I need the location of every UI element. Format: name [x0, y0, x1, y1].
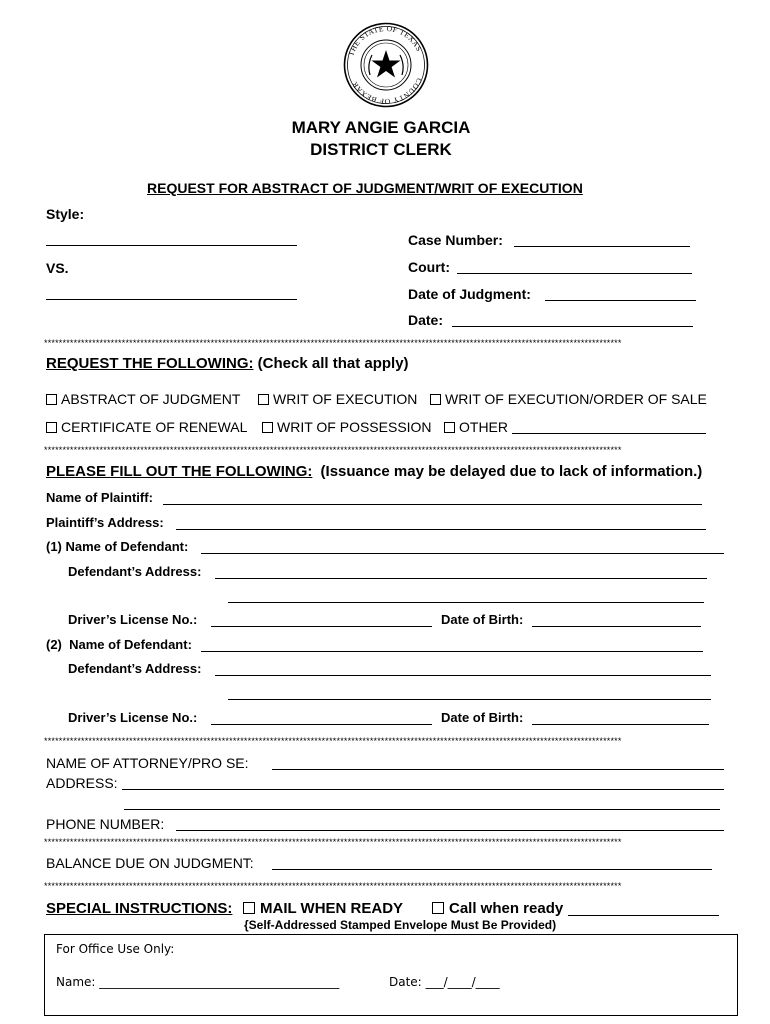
style-label: Style:: [46, 206, 85, 222]
svg-text:THE STATE OF TEXAS: [346, 24, 423, 57]
checkbox-icon[interactable]: [258, 394, 269, 405]
separator-2: ************************************************************************************************************************************************************: [44, 446, 622, 454]
defendant1-dob-line[interactable]: [532, 626, 701, 627]
defendant1-address-line2[interactable]: [228, 602, 704, 603]
defendant1-name-label: (1) Name of Defendant:: [46, 539, 189, 554]
request-heading: REQUEST THE FOLLOWING:: [46, 355, 254, 372]
date-line[interactable]: [452, 326, 693, 327]
defendant2-address-label: Defendant’s Address:: [68, 661, 202, 676]
other-line[interactable]: [512, 433, 706, 434]
style-party2-line[interactable]: [46, 299, 297, 300]
option-label: WRIT OF POSSESSION: [277, 419, 432, 435]
clerk-title: DISTRICT CLERK: [310, 140, 452, 159]
attorney-address-label: ADDRESS:: [46, 775, 118, 791]
option-certificate-renewal[interactable]: [46, 419, 247, 435]
request-heading-row: [46, 355, 409, 372]
plaintiff-address-label: Plaintiff’s Address:: [46, 515, 164, 530]
defendant2-dob-line[interactable]: [532, 724, 709, 725]
mail-when-ready-option[interactable]: [243, 900, 403, 917]
option-label: OTHER: [459, 419, 508, 435]
call-when-ready-line[interactable]: [568, 915, 719, 916]
checkbox-icon[interactable]: [432, 902, 444, 914]
seal-graphic: [343, 22, 429, 108]
office-name-row: [56, 975, 339, 989]
phone-number-label: PHONE NUMBER:: [46, 816, 165, 832]
office-name-label: Name:: [56, 975, 96, 989]
fill-heading: PLEASE FILL OUT THE FOLLOWING:: [46, 463, 313, 480]
special-instructions-label: SPECIAL INSTRUCTIONS:: [46, 900, 233, 917]
date-of-judgment-label: Date of Judgment:: [408, 286, 531, 302]
date-label: Date:: [408, 312, 444, 328]
fill-heading-row: [46, 463, 702, 480]
option-label: WRIT OF EXECUTION/ORDER OF SALE: [445, 391, 707, 407]
option-other[interactable]: [444, 419, 508, 435]
separator-5: ************************************************************************************************************************************************************: [44, 882, 622, 890]
attorney-address-line[interactable]: [122, 789, 724, 790]
checkbox-icon[interactable]: [444, 422, 455, 433]
defendant1-dl-label: Driver’s License No.:: [68, 612, 198, 627]
office-date-row: [389, 975, 500, 989]
date-of-judgment-line[interactable]: [545, 300, 696, 301]
defendant2-name-line[interactable]: [201, 651, 703, 652]
option-label: WRIT OF EXECUTION: [273, 391, 418, 407]
option-writ-order-sale[interactable]: [430, 391, 707, 407]
vs-label: VS.: [46, 260, 69, 276]
phone-number-line[interactable]: [176, 830, 724, 831]
defendant1-dob-label: Date of Birth:: [441, 612, 524, 627]
option-label: CERTIFICATE OF RENEWAL: [61, 419, 248, 435]
attorney-name-label: NAME OF ATTORNEY/PRO SE:: [46, 755, 249, 771]
balance-line[interactable]: [272, 869, 712, 870]
envelope-note: {Self-Addressed Stamped Envelope Must Be Provided): [244, 918, 557, 932]
balance-label: BALANCE DUE ON JUDGMENT:: [46, 855, 254, 871]
case-number-label: Case Number:: [408, 232, 503, 248]
separator-4: ************************************************************************************************************************************************************: [44, 838, 622, 846]
fill-heading-note: (Issuance may be delayed due to lack of information.): [320, 463, 703, 480]
office-use-title: For Office Use Only:: [56, 942, 175, 956]
option-abstract[interactable]: [46, 391, 240, 407]
style-party1-line[interactable]: [46, 245, 297, 246]
office-date-blank[interactable]: ___/____/____: [425, 975, 500, 989]
form-title: REQUEST FOR ABSTRACT OF JUDGMENT/WRIT OF EXECUTION: [147, 180, 583, 196]
defendant1-dl-line[interactable]: [211, 626, 432, 627]
defendant2-address-line2[interactable]: [228, 699, 711, 700]
option-writ-possession[interactable]: [262, 419, 432, 435]
plaintiff-name-line[interactable]: [163, 504, 702, 505]
attorney-address-line2[interactable]: [124, 809, 720, 810]
defendant2-address-line[interactable]: [215, 675, 711, 676]
defendant2-dl-line[interactable]: [211, 724, 432, 725]
checkbox-icon[interactable]: [243, 902, 255, 914]
defendant1-address-label: Defendant’s Address:: [68, 564, 202, 579]
attorney-name-line[interactable]: [272, 769, 724, 770]
svg-text:COUNTY OF BEXAR: [350, 77, 424, 106]
defendant2-dl-label: Driver’s License No.:: [68, 710, 198, 725]
option-label: ABSTRACT OF JUDGMENT: [61, 391, 241, 407]
plaintiff-address-line[interactable]: [176, 529, 706, 530]
office-date-label: Date:: [389, 975, 422, 989]
option-writ-execution[interactable]: [258, 391, 417, 407]
court-line[interactable]: [457, 273, 692, 274]
star-icon: [372, 50, 401, 78]
call-when-ready-option[interactable]: [432, 900, 563, 917]
defendant2-name-label: (2) Name of Defendant:: [46, 637, 192, 652]
plaintiff-name-label: Name of Plaintiff:: [46, 490, 153, 505]
separator-1: ************************************************************************************************************************************************************: [44, 339, 622, 347]
seal-outer-text: THE STATE OF TEXAS: [346, 23, 424, 58]
case-number-line[interactable]: [514, 246, 690, 247]
seal-inner-text: COUNTY OF BEXAR: [349, 76, 425, 107]
defendant2-dob-label: Date of Birth:: [441, 710, 524, 725]
checkbox-icon[interactable]: [46, 422, 57, 433]
court-label: Court:: [408, 259, 450, 275]
defendant1-name-line[interactable]: [201, 553, 724, 554]
checkbox-icon[interactable]: [46, 394, 57, 405]
mail-when-ready-label: MAIL WHEN READY: [260, 900, 404, 917]
county-seal: [343, 22, 429, 108]
checkbox-icon[interactable]: [430, 394, 441, 405]
separator-3: ************************************************************************************************************************************************************: [44, 737, 622, 745]
checkbox-icon[interactable]: [262, 422, 273, 433]
office-name-blank[interactable]: ________________________________________: [99, 975, 340, 989]
clerk-name: MARY ANGIE GARCIA: [291, 118, 471, 137]
defendant1-address-line[interactable]: [215, 578, 707, 579]
call-when-ready-label: Call when ready: [449, 900, 564, 917]
request-heading-note: (Check all that apply): [257, 355, 409, 372]
office-use-box: [44, 934, 738, 1016]
